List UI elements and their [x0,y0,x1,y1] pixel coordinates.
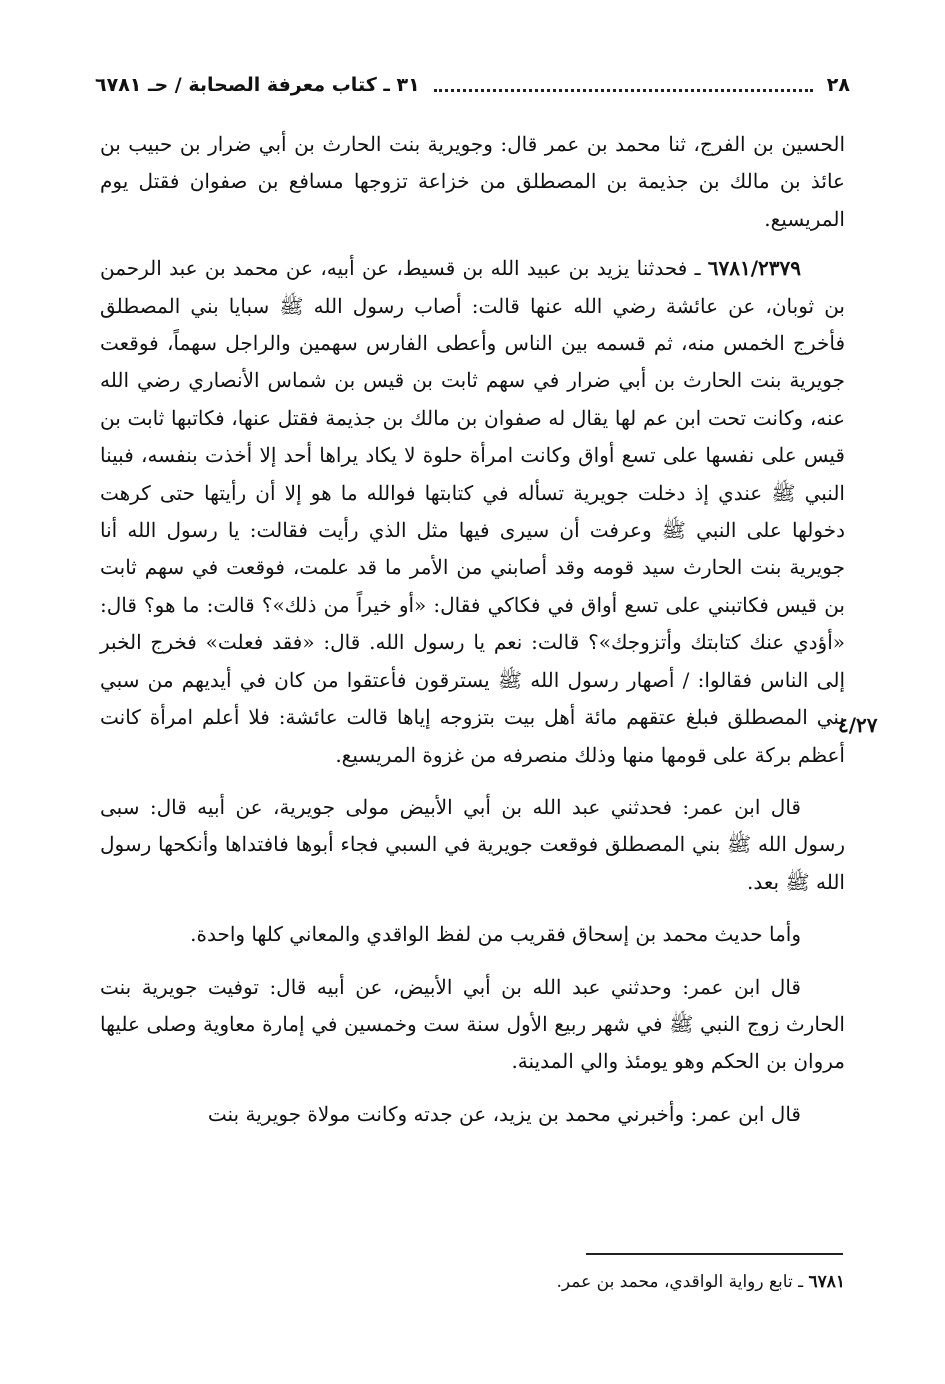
paragraph-3: قال ابن عمر: فحدثني عبد الله بن أبي الأبيض مولى جويرية، عن أبيه قال: سبى رسول الله ﷺ بني المصطلق فوقعت جويرية في السبي فجاء أبوها فافتداها وأنكحها رسول الله ﷺ بعد. [100,794,845,894]
paragraph-5: قال ابن عمر: وحدثني عبد الله بن أبي الأبيض، عن أبيه قال: توفيت جويرية بنت الحارث زوج النبي ﷺ في شهر ربيع الأول سنة ست وخمسين في إمارة معاوية وصلى عليها مروان بن الحكم وهو يومئذ والي المدينة. [100,974,845,1074]
main-text [100,126,845,1148]
footnote [100,1268,845,1296]
paragraph-6: قال ابن عمر: وأخبرني محمد بن يزيد، عن جدته وكانت مولاة جويرية بنت [207,1101,801,1126]
paragraph-1: الحسين بن الفرج، ثنا محمد بن عمر قال: وجويرية بنت الحارث بن أبي ضرار بن حبيب بن عائذ بن مالك بن جذيمة بن المصطلق من خزاعة تزوجها مسافع بن صفوان فقتل يوم المريسيع. [100,132,845,231]
footnote-number: ٦٧٨١ [808,1272,845,1292]
header-dotted-leader [434,89,813,92]
page-number: ٢٨ [826,74,850,96]
margin-volume-page-note: ٤/٢٧ [838,713,878,737]
paragraph-2-hadith [100,250,845,774]
footnote-separator [586,1253,843,1255]
running-title: ٣١ ـ كتاب معرفة الصحابة / حـ ٦٧٨١ [95,74,420,96]
hadith-number: ٦٧٨١/٢٣٧٩ [707,256,801,281]
footnote-text: ـ تابع رواية الواقدي، محمد بن عمر. [556,1272,809,1292]
page-header [95,68,850,102]
hadith-text: ـ فحدثنا يزيد بن عبيد الله بن قسيط، عن أبيه، عن محمد بن عبد الرحمن بن ثوبان، عن عائشة رضي الله عنها قالت: أصاب رسول الله ﷺ سبايا بني المصطلق فأخرج الخمس منه، ثم قسمه بين الناس وأعطى الفارس سهمين والراجل سهماً، فوقعت جويرية بنت الحارث بن أبي ضرار في سهم ثابت بن قيس بن شماس الأنصاري رضي الله عنه، وكانت تحت ابن عم لها يقال له صفوان بن مالك بن جذيمة فقتل عنها، فكاتبها ثابت بن قيس على نفسها على تسع أواق وكانت امرأة حلوة لا يكاد يراها أحد إلا أخذت بنفسه، فبينا النبي ﷺ عندي إذ دخلت جويرية تسأله في كتابتها فوالله ما هو إلا أن رأيتها حتى كرهت دخولها على النبي ﷺ وعرفت أن سيرى فيها مثل الذي رأيت فقالت: يا رسول الله أنا جويرية بنت الحارث سيد قومه وقد أصابني من الأمر ما قد علمت، فوقعت في سهم ثابت بن قيس فكاتبني على تسع أواق في فكاكي فقال: «أو خيراً من ذلك»؟ قالت: ما هو؟ قال: «أؤدي عنك كتابتك وأتزوجك»؟ قالت: نعم يا رسول الله. قال: «فقد فعلت» فخرج الخبر إلى الناس فقالوا: / أصهار رسول الله ﷺ يسترقون فأعتقوا من كان في أيديهم من سبي بني المصطلق فبلغ عتقهم مائة أهل بيت بتزوجه إياها قالت عائشة: فلا أعلم امرأة كانت أعظم بركة على قومها منها وذلك منصرفه من غزوة المريسيع. [100,256,845,767]
paragraph-4: وأما حديث محمد بن إسحاق فقريب من لفظ الواقدي والمعاني كلها واحدة. [190,922,801,947]
